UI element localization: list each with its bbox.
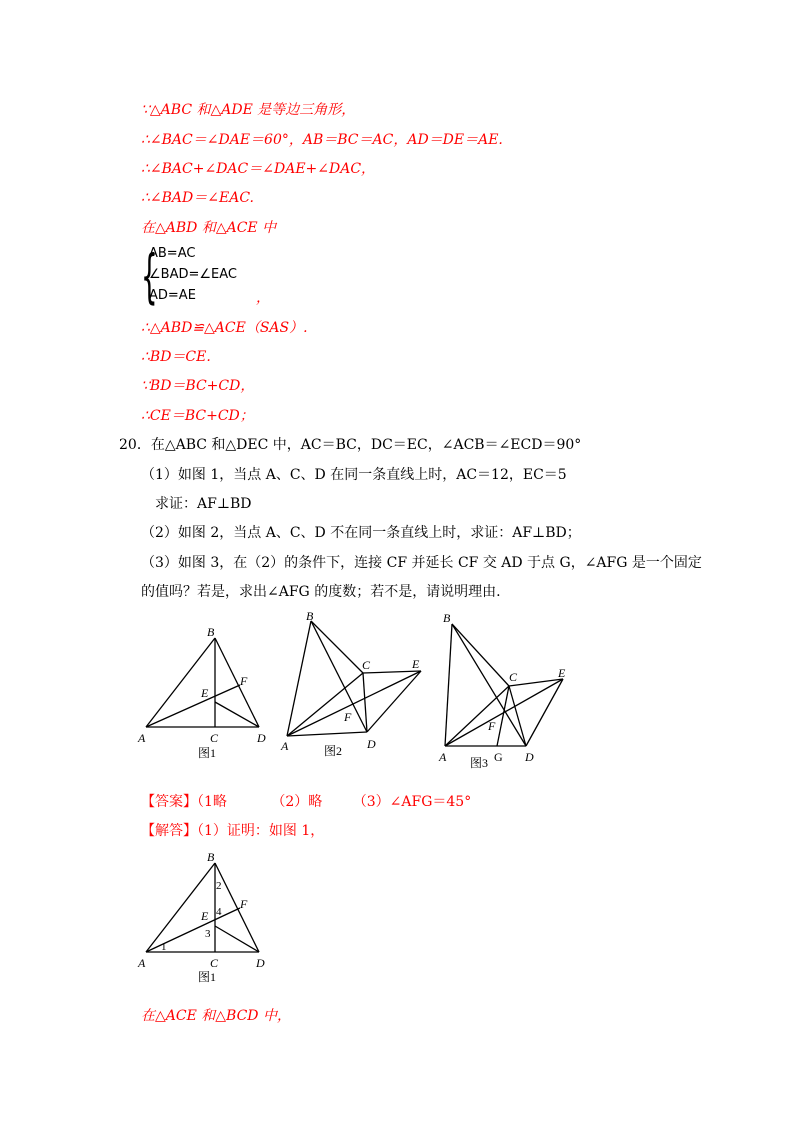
proof-line-4: ∴∠BAD＝∠EAC.: [141, 190, 254, 206]
proof-line-7: ∴BD＝CE.: [141, 349, 211, 365]
answer-line: [141, 793, 471, 811]
problem-part-3-a: （3）如图 3，在（2）的条件下，连接 CF 并延长 CF 交 AD 于点 G，∠AFG 是一个固定: [141, 555, 702, 571]
angle-3-label: 3: [205, 928, 211, 940]
fig1b-label-e: E: [201, 909, 209, 923]
fig2-label-e: E: [412, 657, 420, 671]
fig1b-label-c: C: [210, 956, 219, 970]
solution-next-line: 在△ACE 和△BCD 中，: [141, 1008, 291, 1024]
proof-line-6: ∴△ABD≌△ACE（SAS）.: [141, 320, 308, 336]
fig3-label-e: E: [558, 666, 566, 680]
fig1b-label-d: D: [256, 956, 265, 970]
fig3-label-b: B: [443, 611, 451, 625]
proof-line-2: ∴∠BAC＝∠DAE＝60°，AB＝BC＝AC，AD＝DE＝AE.: [141, 132, 503, 148]
fig1-label-f: F: [240, 674, 248, 688]
system-row-3: AD=AE: [149, 288, 196, 303]
fig1-label-c: C: [210, 731, 219, 745]
fig1b-caption: 图1: [198, 970, 217, 984]
figure-1-annotated: [0, 845, 300, 985]
system-comma: ，: [256, 290, 270, 306]
fig1b-label-a: A: [138, 956, 146, 970]
fig1b-label-b: B: [207, 850, 215, 864]
answer-tag: 【答案】: [141, 794, 197, 810]
figure-3: [445, 624, 563, 746]
fig1-label-d: D: [257, 731, 266, 745]
problem-part-1: （1）如图 1，当点 A、C、D 在同一条直线上时，AC＝12，EC＝5: [141, 467, 567, 483]
problem-part-1-prove: 求证：AF⊥BD: [155, 496, 252, 512]
proof-line-5: 在△ABD 和△ACE 中: [141, 220, 277, 236]
answer-part-1: （1略: [197, 794, 227, 810]
system-row-1: AB=AC: [149, 246, 196, 261]
fig2-label-d: D: [367, 737, 376, 751]
fig1-caption: 图1: [198, 746, 217, 760]
fig1-label-a: A: [138, 731, 146, 745]
fig3-label-g: G: [494, 750, 503, 764]
fig1b-label-f: F: [240, 897, 248, 911]
problem-part-3-b: 的值吗？若是，求出∠AFG 的度数；若不是，请说明理由.: [141, 584, 501, 600]
fig1-label-b: B: [207, 625, 215, 639]
proof-line-8: ∵BD＝BC+CD，: [141, 378, 255, 394]
fig3-label-c: C: [509, 670, 518, 684]
fig2-label-f: F: [344, 710, 352, 724]
angle-4-label: 4: [216, 906, 222, 918]
solution-tag: 【解答】: [141, 823, 197, 839]
angle-2-label: 2: [216, 880, 222, 892]
proof-line-1: ∵△ABC 和△ADE 是等边三角形，: [141, 102, 356, 118]
problem-stem: 20．在△ABC 和△DEC 中，AC＝BC，DC＝EC，∠ACB＝∠ECD＝90°: [119, 437, 582, 453]
figure-2: [287, 621, 421, 736]
fig3-caption: 图3: [470, 756, 489, 770]
problem-part-2: （2）如图 2，当点 A、C、D 不在同一条直线上时，求证：AF⊥BD；: [141, 525, 581, 541]
left-brace: {: [141, 242, 158, 310]
fig2-label-a: A: [281, 739, 289, 753]
solution-line: [141, 822, 324, 840]
fig3-label-a: A: [439, 750, 447, 764]
proof-line-9: ∴CE＝BC+CD；: [141, 408, 254, 424]
fig2-label-b: B: [306, 609, 314, 623]
system-row-2: ∠BAD=∠EAC: [149, 267, 237, 282]
fig2-label-c: C: [362, 658, 371, 672]
fig3-label-f: F: [488, 719, 496, 733]
angle-1-label: 1: [161, 941, 167, 953]
fig2-caption: 图2: [324, 744, 343, 758]
solution-text: （1）证明：如图 1，: [197, 823, 325, 839]
answer-part-2: （2）略: [271, 794, 323, 810]
proof-line-3: ∴∠BAC+∠DAC＝∠DAE+∠DAC，: [141, 161, 376, 177]
fig3-label-d: D: [525, 750, 534, 764]
equation-system: [141, 242, 261, 310]
figures-1-2-3: [0, 605, 800, 775]
fig1-label-e: E: [201, 686, 209, 700]
answer-part-3: （3）∠AFG＝45°: [352, 794, 472, 810]
